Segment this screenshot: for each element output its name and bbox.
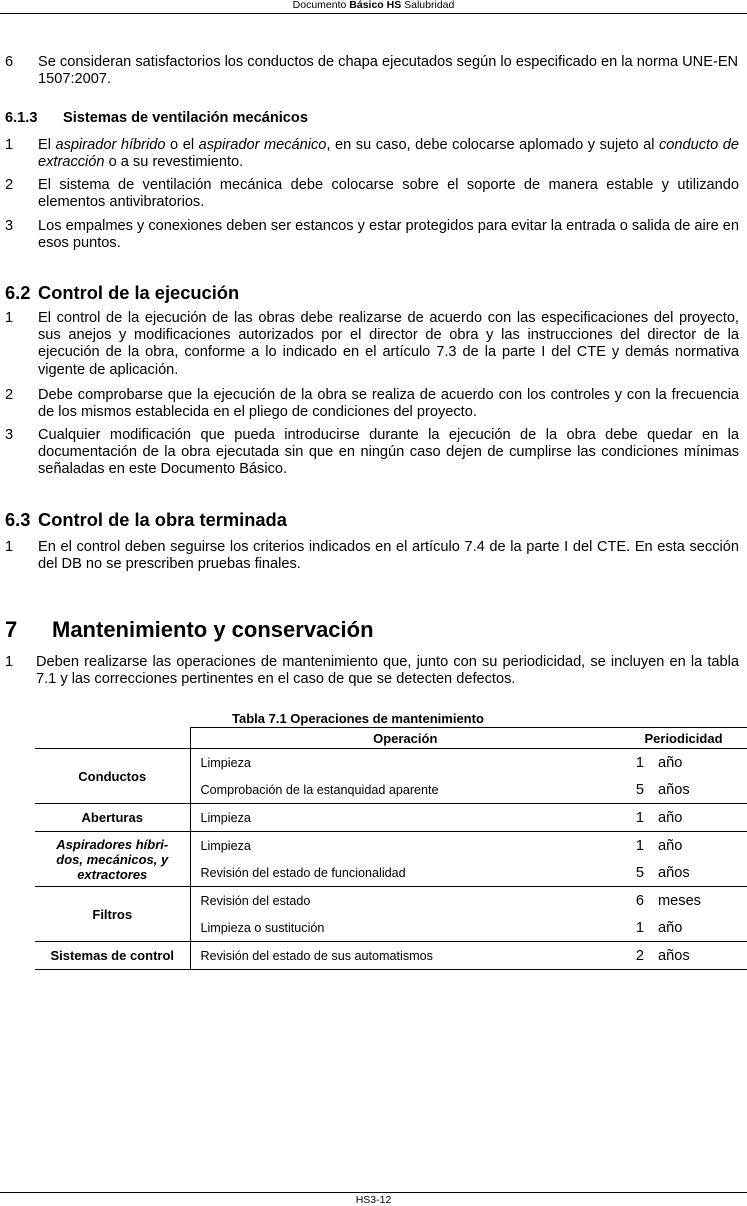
category-cell: Aberturas (35, 804, 190, 832)
italic-term: aspirador mecánico (198, 137, 327, 153)
item-number: 3 (5, 427, 14, 443)
paragraph-6-3-1: En el control deben seguirse los criterios indicados en el artículo 7.4 de la parte I del CTE. En esta sección del DB no se prescriben pruebas finales. (38, 539, 739, 573)
heading-title: Sistemas de ventilación mecánicos (63, 110, 308, 126)
operation-cell: Limpieza (200, 755, 251, 770)
period-cell (620, 749, 747, 777)
operation-cell: Revisión del estado de sus automatismos (190, 942, 620, 970)
column-header-operation: Operación (190, 728, 620, 749)
period-unit: año (658, 809, 683, 826)
paragraph-6-1-3-1 (38, 137, 739, 171)
paragraph-6-2-3: Cualquier modificación que pueda introducirse durante la ejecución de la obra debe quedar en la documentación de la obra ejecutada sin que en ningún caso dejen de cumplirse las condiciones mínimas señaladas en este Documento Básico. (38, 427, 739, 478)
heading-number: 6.1.3 (5, 110, 38, 126)
operation-cell: Limpieza o sustitución (190, 914, 620, 942)
text-run: El (38, 137, 56, 153)
footer-rule (0, 1192, 747, 1193)
operation-cell: Limpieza (190, 804, 620, 832)
category-line: Aspiradores híbri- (56, 836, 169, 852)
header-text-2: Básico (349, 0, 384, 11)
heading-6-3 (5, 509, 287, 530)
period-unit: año (658, 919, 683, 936)
period-number: 5 (635, 864, 644, 881)
heading-6-2 (5, 282, 239, 303)
paragraph-6-2-2: Debe comprobarse que la ejecución de la obra se realiza de acuerdo con los controles y con la frecuencia de los mismos establecida en el pliego de condiciones del proyecto. (38, 387, 739, 421)
heading-6-1-3 (5, 110, 308, 127)
running-header (0, 0, 747, 13)
table-header-row (35, 728, 747, 749)
item-number: 1 (5, 137, 14, 153)
heading-number: 7 (5, 617, 18, 642)
text-run: o el (165, 137, 199, 153)
table-row (35, 749, 747, 777)
category-cell: Filtros (35, 887, 190, 942)
table-caption: Tabla 7.1 Operaciones de mantenimiento (232, 711, 484, 726)
item-number: 6 (5, 54, 14, 70)
table-row (35, 887, 747, 915)
item-number: 1 (5, 310, 14, 326)
period-number: 6 (635, 892, 644, 909)
heading-title: Control de la ejecución (38, 282, 240, 303)
period-number: 2 (635, 947, 644, 964)
category-line: extractores (77, 866, 148, 882)
paragraph-7-1: Deben realizarse las operaciones de mantenimiento que, junto con su periodicidad, se incluyen en la tabla 7.1 y las correcciones pertinentes en el caso de que se detecten defectos. (36, 654, 739, 688)
paragraph-6-1-6: Se consideran satisfactorios los conductos de chapa ejecutados según lo especificado en la norma UNE-EN 1507:2007. (38, 54, 739, 88)
italic-term: conducto de extracción (38, 137, 739, 171)
header-text-1: Documento (292, 0, 350, 11)
period-number: 1 (635, 809, 644, 826)
period-unit: meses (658, 892, 701, 909)
operation-cell: Comprobación de la estanquidad aparente (190, 776, 620, 804)
item-number: 1 (5, 539, 14, 555)
period-cell (620, 887, 747, 915)
period-unit: años (658, 781, 690, 798)
period-number: 1 (635, 919, 644, 936)
heading-title: Mantenimiento y conservación (52, 617, 374, 642)
text-run: , en su caso, debe colocarse aplomado y sujeto al (326, 137, 659, 153)
period-unit: años (658, 864, 690, 881)
category-line: dos, mecánicos, y (56, 851, 169, 867)
item-number: 2 (5, 177, 14, 193)
maintenance-table (35, 727, 747, 970)
heading-number: 6.3 (5, 509, 31, 530)
period-cell (620, 942, 747, 970)
paragraph-6-1-3-3: Los empalmes y conexiones deben ser estancos y estar protegidos para evitar la entrada o salida de aire en esos puntos. (38, 218, 739, 252)
italic-term: aspirador híbrido (55, 137, 166, 153)
period-cell (620, 859, 747, 887)
period-unit: años (658, 947, 690, 964)
category-cell: Conductos (35, 749, 190, 804)
table-row (35, 832, 747, 860)
period-cell (620, 832, 747, 860)
item-number: 3 (5, 218, 14, 234)
paragraph-6-2-1: El control de la ejecución de las obras debe realizarse de acuerdo con las especificaciones del proyecto, sus anejos y modificaciones autorizados por el director de obra y las instrucciones del director de la ejecución de la obra, conforme a lo indicado en el artículo 7.3 de la parte I del CTE y demás normativa vigente de aplicación. (38, 310, 739, 378)
period-unit: año (658, 837, 683, 854)
period-unit: año (658, 754, 683, 771)
period-number: 1 (635, 754, 644, 771)
header-text-5: Salubridad (401, 0, 455, 11)
item-number: 2 (5, 387, 14, 403)
table-row (35, 804, 747, 832)
column-header-period: Periodicidad (620, 728, 747, 749)
item-number: 1 (5, 654, 14, 670)
period-number: 1 (635, 837, 644, 854)
heading-number: 6.2 (5, 282, 31, 303)
category-cell (35, 832, 190, 887)
period-cell (620, 914, 747, 942)
period-number: 5 (635, 781, 644, 798)
operation-cell: Revisión del estado (200, 893, 311, 908)
heading-title: Control de la obra terminada (38, 509, 287, 530)
text-run: o a su revestimiento. (104, 154, 244, 171)
paragraph-6-1-3-2: El sistema de ventilación mecánica debe colocarse sobre el soporte de manera estable y utilizando elementos antivibratorios. (38, 177, 739, 211)
period-cell (620, 804, 747, 832)
operation-cell: Limpieza (200, 838, 251, 853)
page-number: HS3-12 (355, 1194, 392, 1206)
table-row (35, 942, 747, 970)
category-cell: Sistemas de control (35, 942, 190, 970)
header-rule (0, 13, 747, 14)
operation-cell: Revisión del estado de funcionalidad (190, 859, 620, 887)
table-header-empty (35, 728, 190, 749)
heading-7 (5, 617, 374, 642)
header-text-4: HS (386, 0, 402, 11)
period-cell (620, 776, 747, 804)
